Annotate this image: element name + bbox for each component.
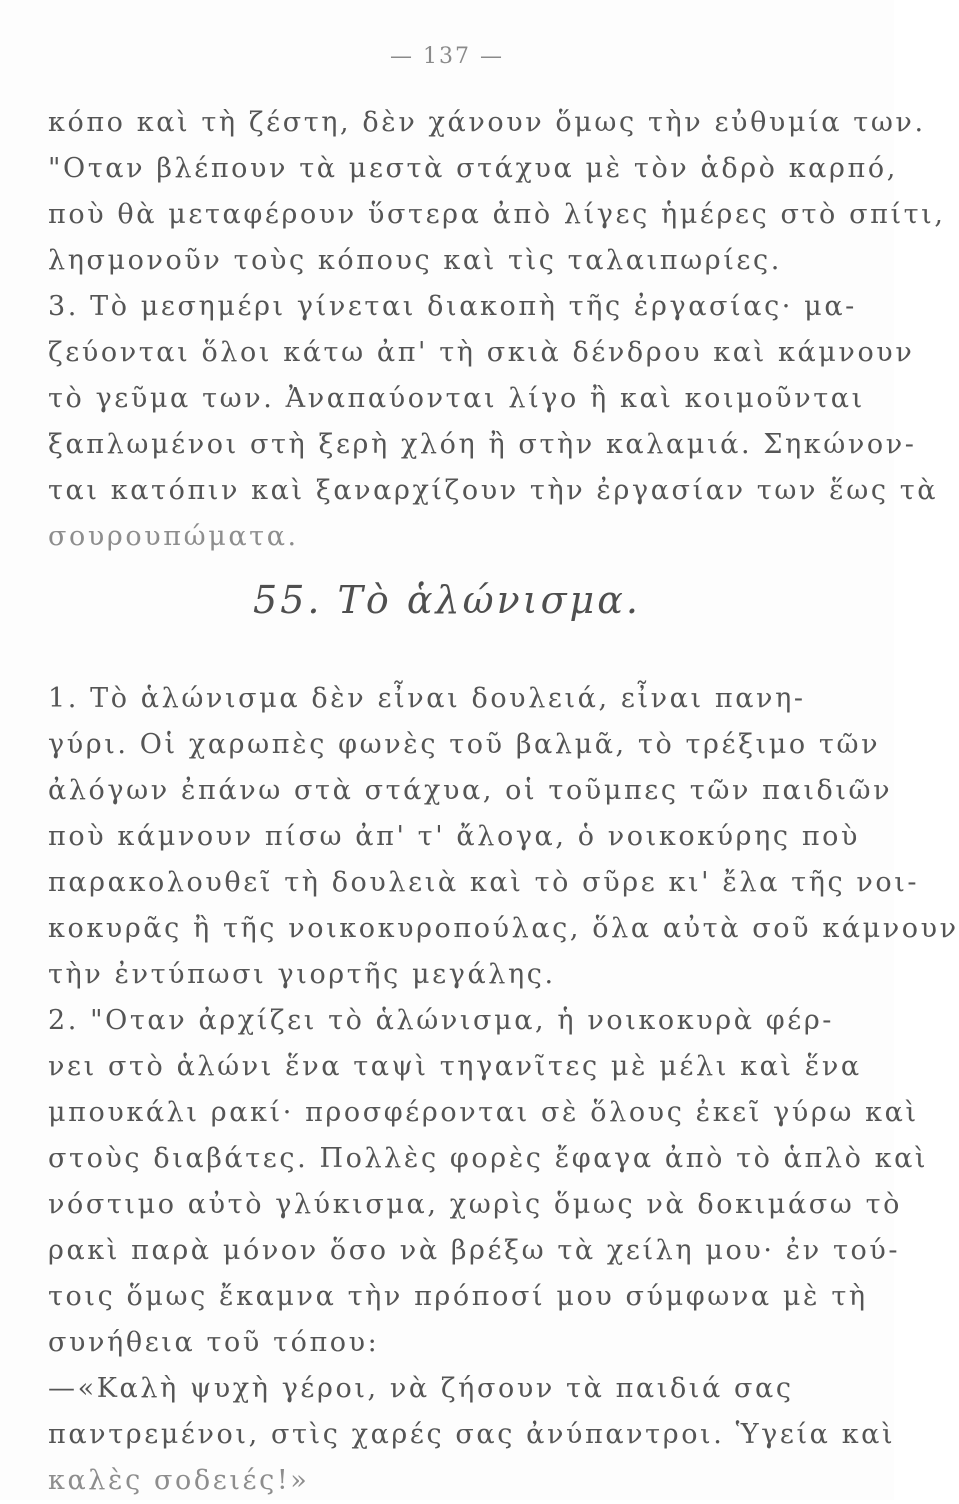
text-line: ρακὶ παρὰ μόνον ὅσο νὰ βρέξω τὰ χείλη μου· ἐν τού- [48,1235,901,1266]
text-line: —«Καλὴ ψυχὴ γέροι, νὰ ζήσουν τὰ παιδιά σας [48,1373,794,1404]
text-line: ποὺ θὰ μεταφέρουν ὕστερα ἀπὸ λίγες ἡμέρες στὸ σπίτι, [48,199,946,230]
text-line: ποὺ κάμνουν πίσω ἀπ' τ' ἄλογα, ὁ νοικοκύρης ποὺ [48,821,861,852]
text-line: ξαπλωμένοι στὴ ξερὴ χλόη ἢ στὴν καλαμιά. Σηκώνον- [48,429,917,460]
page-number: — 137 — [390,44,504,69]
text-line: συνήθεια τοῦ τόπου: [48,1327,380,1358]
text-line: 2. "Οταν ἀρχίζει τὸ ἁλώνισμα, ἡ νοικοκυρὰ φέρ- [48,1005,835,1036]
text-before-chapter [48,100,946,560]
text-line: ζεύονται ὅλοι κάτω ἀπ' τὴ σκιὰ δένδρου καὶ κάμνουν [48,337,915,368]
text-line: μπουκάλι ρακί· προσφέρονται σὲ ὅλους ἐκεῖ γύρω καὶ [48,1097,919,1128]
text-line: τὸ γεῦμα των. Ἀναπαύονται λίγο ἢ καὶ κοιμοῦνται [48,383,865,414]
text-line: 3. Τὸ μεσημέρι γίνεται διακοπὴ τῆς ἐργασίας· μα- [48,291,857,322]
text-line: παντρεμένοι, στὶς χαρές σας ἀνύπαντροι. Ὑγεία καὶ [48,1419,896,1450]
text-line: κοκυρᾶς ἢ τῆς νοικοκυροπούλας, ὅλα αὐτὰ σοῦ κάμνουν [48,913,959,944]
text-after-chapter [48,676,959,1504]
text-line: τὴν ἐντύπωσι γιορτῆς μεγάλης. [48,959,556,990]
text-line: 1. Τὸ ἁλώνισμα δὲν εἶναι δουλειά, εἶναι πανη- [48,683,806,714]
text-line: λησμονοῦν τοὺς κόπους καὶ τὶς ταλαιπωρίες. [48,245,782,276]
text-line: ται κατόπιν καὶ ξαναρχίζουν τὴν ἐργασίαν των ἕως τὰ [48,475,939,506]
text-line: σουρουπώματα. [48,521,299,552]
text-line: "Οταν βλέπουν τὰ μεστὰ στάχυα μὲ τὸν ἁδρὸ καρπό, [48,153,898,184]
text-line: καλὲς σοδειές!» [48,1465,310,1496]
text-line: τοις ὅμως ἔκαμνα τὴν πρόποσί μου σύμφωνα μὲ τὴ [48,1281,868,1312]
text-line: νει στὸ ἁλώνι ἕνα ταψὶ τηγανῖτες μὲ μέλι καὶ ἕνα [48,1051,862,1082]
text-line: παρακολουθεῖ τὴ δουλειὰ καὶ τὸ σῦρε κι' ἔλα τῆς νοι- [48,867,920,898]
text-line: νόστιμο αὐτὸ γλύκισμα, χωρὶς ὅμως νὰ δοκιμάσω τὸ [48,1189,902,1220]
text-line: γύρι. Οἱ χαρωπὲς φωνὲς τοῦ βαλμᾶ, τὸ τρέξιμο τῶν [48,729,881,760]
text-line: ἀλόγων ἐπάνω στὰ στάχυα, οἱ τοῦμπες τῶν παιδιῶν [48,775,893,806]
chapter-title: 55. Τὸ ἁλώνισμα. [253,578,641,622]
text-line: κόπο καὶ τὴ ζέστη, δὲν χάνουν ὅμως τὴν εὐθυμία των. [48,107,926,138]
text-line: στοὺς διαβάτες. Πολλὲς φορὲς ἔφαγα ἀπὸ τὸ ἁπλὸ καὶ [48,1143,929,1174]
